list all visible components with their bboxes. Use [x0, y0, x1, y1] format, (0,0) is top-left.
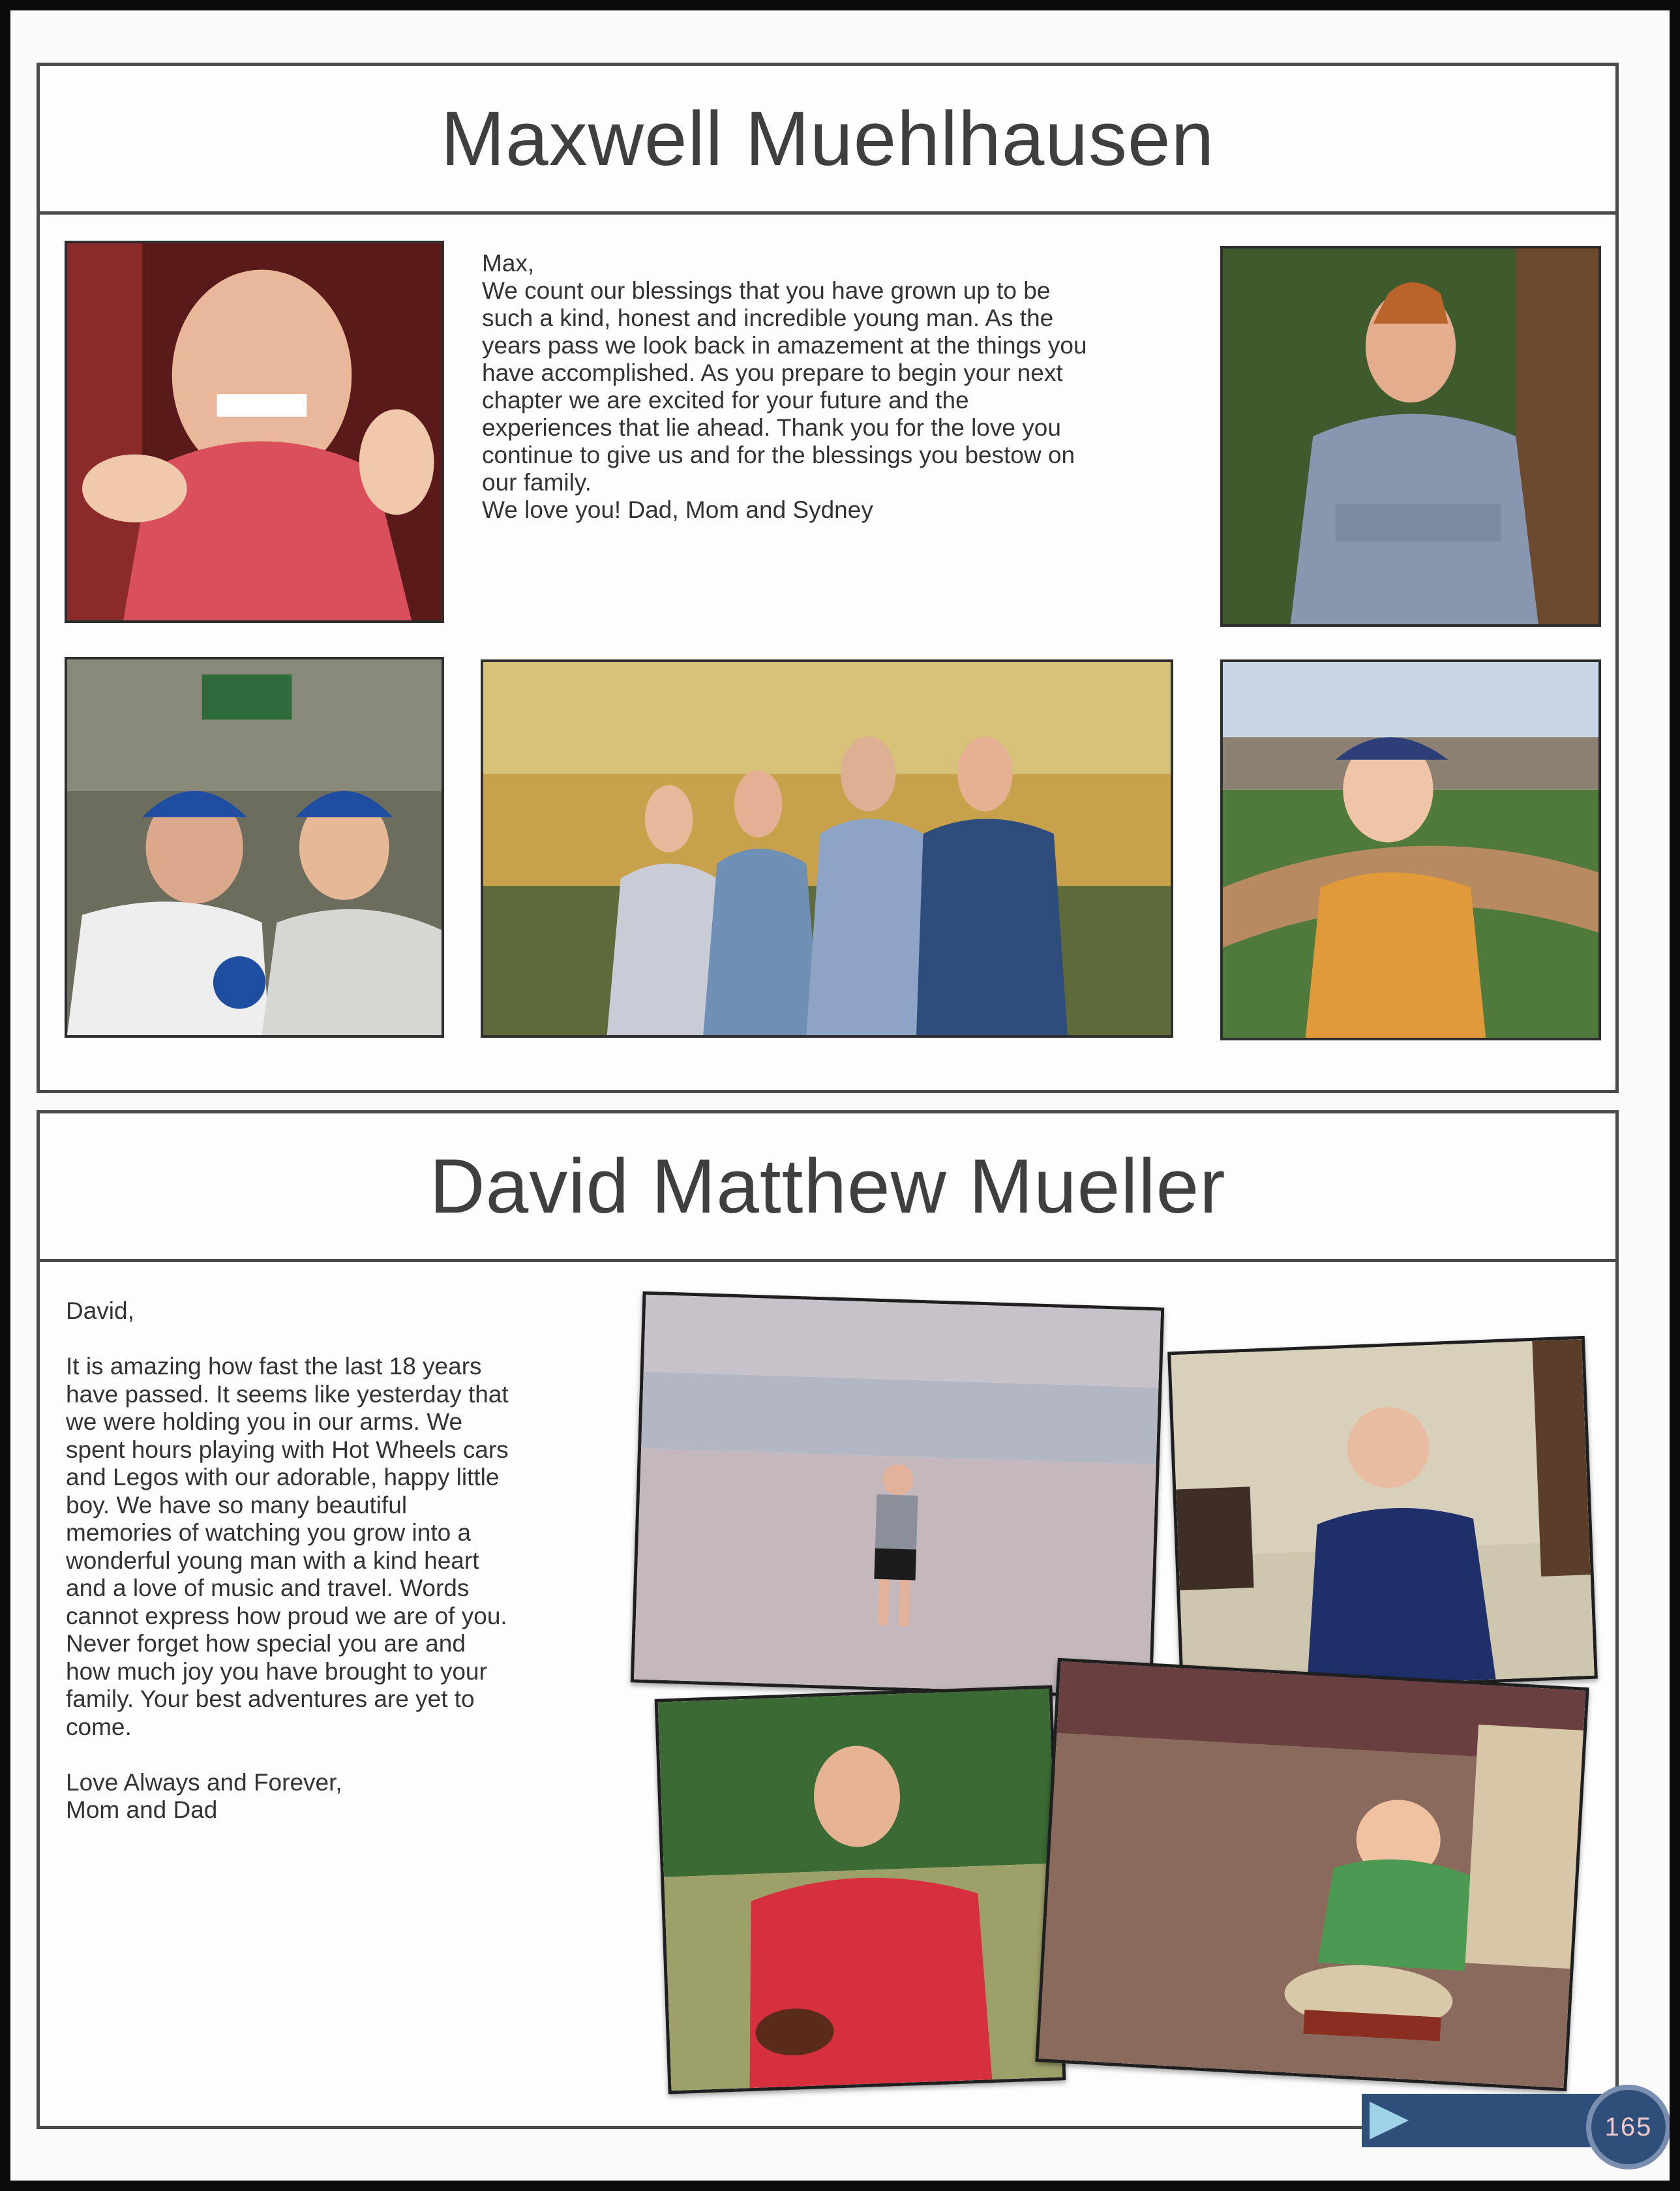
boy-on-beach-photo — [631, 1292, 1164, 1699]
cubs-game-selfie-photo — [65, 657, 444, 1038]
family-portrait-photo — [481, 659, 1173, 1038]
boy-with-backpack-photo — [1167, 1336, 1598, 1695]
section-title-maxwell: Maxwell Muehlhausen — [40, 66, 1615, 215]
boy-on-stool-photo — [1035, 1658, 1589, 2092]
page-number: 165 — [1586, 2085, 1670, 2169]
letter-to-david: David, It is amazing how fast the last 18 years have passed. It seems like yesterday that we were holding you in our arms. We spent hours playing with Hot Wheels cars and Legos with our adorable, happy little boy. We have so many beautiful memories of watching you grow into a wonderful young man with a kind heart and a love of music and travel. Words cannot express how proud we are of you. Never forget how special you are and how much joy you have brought to your family. Your best adventures are yet to come. Love Always and Forever, Mom and Dad — [66, 1297, 509, 1823]
section-title-david: David Matthew Mueller — [40, 1113, 1615, 1262]
boy-in-soccer-jersey-photo — [655, 1685, 1066, 2094]
toddler-in-red-shirt-photo — [65, 241, 444, 623]
yearbook-page — [10, 10, 1670, 2181]
senior-portrait-photo — [1220, 246, 1601, 627]
page-tab — [1362, 2094, 1623, 2147]
letter-to-max: Max, We count our blessings that you have grown up to be such a kind, honest and incredible young man. As the years pass we look back in amazement at the things you have accomplished. As you prepare to begin your next chapter we are excited for your future and the experiences that lie ahead. Thank you for the love you continue to give us and for the blessings you bestow on our family. We love you! Dad, Mom and Sydney — [482, 250, 1087, 523]
boy-at-ballpark-photo — [1220, 659, 1601, 1040]
section-maxwell — [37, 63, 1619, 1093]
